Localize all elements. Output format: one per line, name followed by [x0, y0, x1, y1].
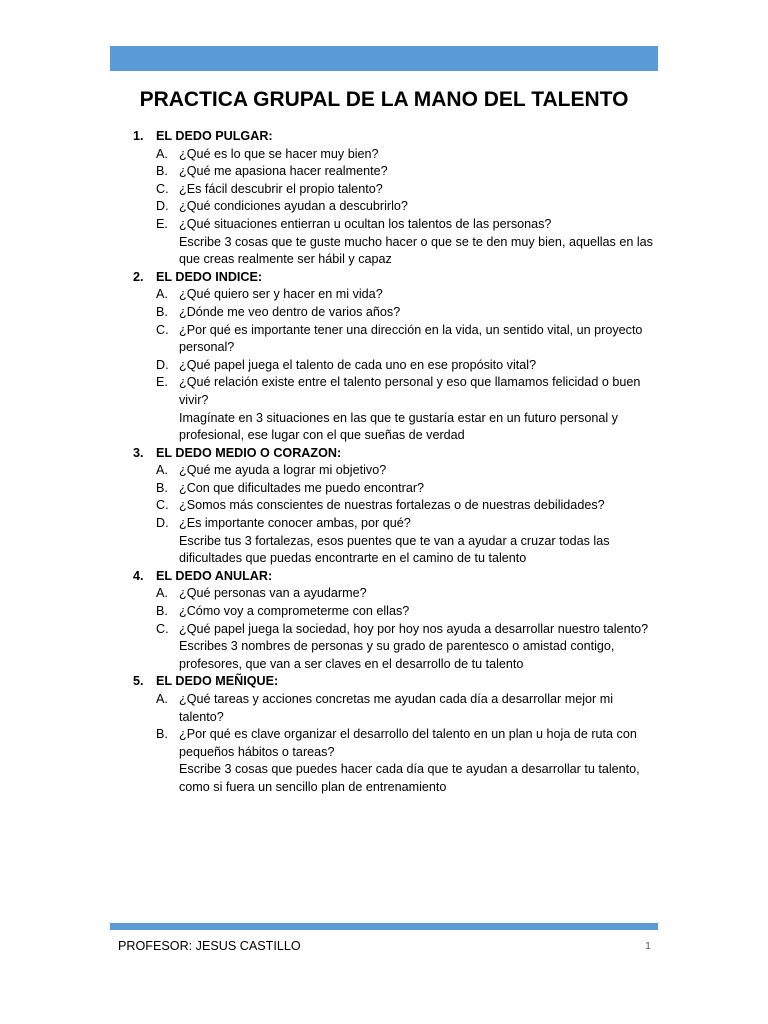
section-heading [110, 445, 658, 463]
question-item [110, 585, 658, 603]
question-letter: C. [156, 181, 169, 196]
question-item [110, 304, 658, 322]
page-number: 1 [645, 940, 651, 952]
section-3 [110, 445, 658, 568]
question-letter: D. [156, 357, 169, 372]
question-item [110, 374, 658, 409]
question-letter: C. [156, 322, 169, 337]
question-text: ¿Qué papel juega el talento de cada uno en ese propósito vital? [179, 357, 537, 372]
question-letter: B. [156, 164, 168, 179]
question-text: ¿Qué tareas y acciones concretas me ayudan cada día a desarrollar mejor mi talento? [179, 692, 613, 724]
question-letter: B. [156, 304, 168, 319]
question-letter: B. [156, 480, 168, 495]
question-letter: C. [156, 621, 169, 636]
question-item [110, 462, 658, 480]
section-number: 2. [133, 269, 144, 284]
question-text: ¿Qué es lo que se hacer muy bien? [179, 146, 379, 161]
section-1 [110, 128, 658, 269]
footer-accent-bar [110, 923, 658, 930]
question-item [110, 216, 658, 234]
section-number: 4. [133, 568, 144, 583]
question-letter: D. [156, 199, 169, 214]
question-text: ¿Qué me apasiona hacer realmente? [179, 164, 388, 179]
question-text: ¿Somos más conscientes de nuestras fortalezas o de nuestras debilidades? [179, 498, 605, 513]
question-item [110, 515, 658, 533]
question-letter: A. [156, 463, 168, 478]
section-heading-text: EL DEDO INDICE: [156, 269, 263, 284]
question-letter: A. [156, 586, 168, 601]
question-item [110, 146, 658, 164]
question-letter: B. [156, 604, 168, 619]
section-number: 3. [133, 445, 144, 460]
section-heading [110, 128, 658, 146]
question-text: ¿Qué quiero ser y hacer en mi vida? [179, 287, 383, 302]
section-heading [110, 568, 658, 586]
section-heading-text: EL DEDO MEÑIQUE: [156, 674, 279, 689]
question-text: ¿Es fácil descubrir el propio talento? [179, 181, 383, 196]
question-text: ¿Cómo voy a comprometerme con ellas? [179, 604, 410, 619]
question-text: ¿Qué condiciones ayudan a descubrirlo? [179, 199, 408, 214]
section-heading-text: EL DEDO PULGAR: [156, 129, 273, 143]
question-item [110, 497, 658, 515]
section-heading [110, 673, 658, 691]
section-task: Escribe tus 3 fortalezas, esos puentes que te van a ayudar a cruzar todas las dificultades que puedas encontrarte en el camino de tu talento [179, 533, 610, 566]
footer-author: PROFESOR: JESUS CASTILLO [118, 939, 301, 953]
section-5 [110, 673, 658, 796]
question-text: ¿Qué me ayuda a lograr mi objetivo? [179, 463, 387, 478]
question-item [110, 286, 658, 304]
question-item [110, 691, 658, 726]
page-title: PRACTICA GRUPAL DE LA MANO DEL TALENTO [139, 88, 629, 111]
question-text: ¿Con que dificultades me puedo encontrar? [179, 480, 425, 495]
question-letter: D. [156, 516, 169, 531]
question-list [110, 128, 658, 797]
section-4 [110, 568, 658, 674]
section-task: Escribes 3 nombres de personas y su grado de parentesco o amistad contigo, profesores, que van a ser claves en el desarrollo de tu talento [179, 639, 615, 671]
section-task: Escribe 3 cosas que te guste mucho hacer o que se te den muy bien, aquellas en las que creas realmente ser hábil y capaz [179, 234, 653, 267]
question-item [110, 181, 658, 199]
question-text: ¿Por qué es clave organizar el desarrollo del talento en un plan u hoja de ruta con pequeños hábitos o tareas? [179, 727, 637, 759]
section-2 [110, 269, 658, 445]
question-item [110, 726, 658, 761]
question-item [110, 621, 658, 639]
question-text: ¿Por qué es importante tener una dirección en la vida, un sentido vital, un proyecto personal? [179, 322, 643, 355]
question-text: ¿Qué relación existe entre el talento personal y eso que llamamos felicidad o buen vivir? [179, 375, 641, 407]
question-item [110, 357, 658, 375]
question-text: ¿Dónde me veo dentro de varios años? [179, 304, 401, 319]
question-item [110, 322, 658, 357]
question-item [110, 163, 658, 181]
section-task: Escribe 3 cosas que puedes hacer cada día que te ayudan a desarrollar tu talento, como si fuera un sencillo plan de entrenamiento [179, 762, 640, 794]
question-letter: A. [156, 287, 168, 302]
question-item [110, 198, 658, 216]
question-letter: C. [156, 498, 169, 513]
question-letter: E. [156, 216, 168, 231]
section-heading-text: EL DEDO MEDIO O CORAZON: [156, 445, 342, 460]
section-heading [110, 269, 658, 287]
section-task: Imagínate en 3 situaciones en las que te gustaría estar en un futuro personal y profesional, ese lugar con el que sueñas de verdad [179, 410, 618, 443]
question-letter: A. [156, 146, 168, 161]
question-item [110, 480, 658, 498]
question-text: ¿Qué papel juega la sociedad, hoy por hoy nos ayuda a desarrollar nuestro talento? [179, 621, 649, 636]
question-text: ¿Es importante conocer ambas, por qué? [179, 516, 411, 531]
question-text: ¿Qué situaciones entierran u ocultan los talentos de las personas? [179, 216, 552, 231]
section-number: 1. [133, 129, 144, 143]
section-heading-text: EL DEDO ANULAR: [156, 568, 273, 583]
question-letter: A. [156, 692, 168, 706]
question-text: ¿Qué personas van a ayudarme? [179, 586, 367, 601]
question-letter: E. [156, 375, 168, 390]
header-accent-bar [110, 46, 658, 71]
section-number: 5. [133, 674, 144, 689]
question-item [110, 603, 658, 621]
question-letter: B. [156, 727, 168, 742]
